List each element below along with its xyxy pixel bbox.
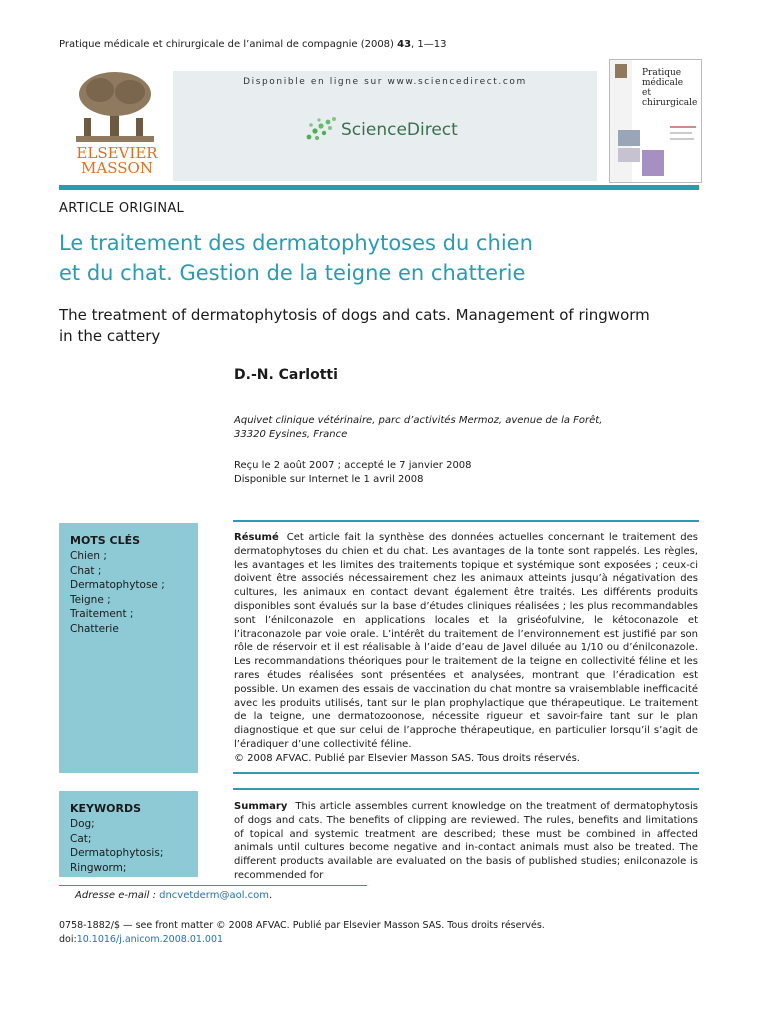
keyword-item: Dermatophytosis; bbox=[70, 847, 164, 860]
author-email: Adresse e-mail : dncvetderm@aol.com. bbox=[75, 890, 273, 901]
abstract-text: Cet article fait la synthèse des données actuelles concernant le traitement des dermatophytoses du chien et du chat. Les avantages de la tonte sont rappelés. Les règles, les avantages et les limites des traitements topique et systémique sont exposées ; ceux-ci doivent être associés nécessairement chez les animaux atteints jusqu’à négativation des cultures, les animaux en contact devant également être traités. Les différents produits disponibles sont évalués sur la base d’études cliniques réalisées ; les plus recommandables sont l’énilconazole en applications locales et la griséofulvine, le kétoconazole et l’itraconazole par voie orale. L’intérêt du traitement de l’environnement est justifié par son rôle de réservoir et il est réalisable à l’aide d’eau de Javel diluée au 1/10 ou d’énilconazole. Les recommandations théoriques pour le traitement de la teigne en collectivité féline et les rares études réalisées sont présentées et analysées, montrant que l’éradication est possible. Un examen des essais de vaccination du chat montre sa vraisemblable inefficacité avec les produits utilisés, tant sur le plan prophylactique que thérapeutique. Le traitement de la teigne, une dermatozoonose, nécessite rigueur et savoir-faire tant sur le plan diagnostique et que sur celui de l’approche thérapeutique, en particulier lorsqu’il s’agit de l’éradiquer d’une collectivité féline. bbox=[234, 532, 698, 750]
sciencedirect-banner[interactable] bbox=[173, 71, 597, 181]
keywords-box-english bbox=[59, 791, 198, 877]
abstract-divider bbox=[233, 788, 699, 790]
keyword-item: Teigne ; bbox=[70, 593, 111, 606]
publication-dates: Reçu le 2 août 2007 ; accepté le 7 janvier 2008 Disponible sur Internet le 1 avril 2008 bbox=[234, 460, 472, 485]
online-availability: Disponible en ligne sur www.sciencedirect.com bbox=[243, 77, 527, 87]
cover-logo-icon bbox=[615, 64, 627, 78]
doi-link[interactable]: 10.1016/j.anicom.2008.01.001 bbox=[76, 933, 224, 945]
keywords-heading: MOTS CLÉS bbox=[70, 534, 141, 547]
keyword-item: Chat ; bbox=[70, 564, 102, 577]
abstract-french bbox=[234, 531, 698, 766]
sciencedirect-dots-icon bbox=[303, 115, 339, 145]
keywords-list bbox=[70, 817, 163, 875]
keyword-item: Cat; bbox=[70, 832, 92, 845]
author-affiliation: Aquivet clinique vétérinaire, parc d’activités Mermoz, avenue de la Forêt, 33320 Eysines, France bbox=[234, 415, 603, 440]
keywords-list bbox=[70, 549, 165, 637]
author-name: D.-N. Carlotti bbox=[234, 367, 338, 383]
keywords-box-french bbox=[59, 523, 198, 773]
copyright-line: © 2008 AFVAC. Publié par Elsevier Masson SAS. Tous droits réservés. bbox=[234, 752, 580, 764]
abstract-divider bbox=[233, 772, 699, 774]
journal-volume: 43 bbox=[397, 39, 412, 50]
header-divider bbox=[59, 185, 699, 190]
sciencedirect-name: ScienceDirect bbox=[341, 120, 458, 140]
cover-text-line bbox=[670, 138, 694, 140]
abstract-divider bbox=[233, 520, 699, 522]
cover-image-3 bbox=[642, 150, 664, 176]
abstract-text: This article assembles current knowledge on the treatment of dermatophytosis of dogs and cats. The benefits of clipping are reviewed. The rules, benefits and limitations of topical and systemic treatment are described; these must be combined in affected animals until cultures become negative and in-contact animals must also be treated. The different products available are evaluated on the basis of published studies; enilconazole is recommended for bbox=[234, 801, 698, 881]
publisher-name: ELSEVIER MASSON bbox=[76, 144, 158, 177]
abstract-label: Résumé bbox=[234, 532, 279, 543]
journal-reference: Pratique médicale et chirurgicale de l’animal de compagnie (2008) 43, 1—13 bbox=[59, 39, 447, 50]
cover-text-line bbox=[670, 132, 692, 134]
front-matter: 0758-1882/$ — see front matter © 2008 AFVAC. Publié par Elsevier Masson SAS. Tous droits réservés. doi:10.1016/j.anicom.2008.01.001 bbox=[59, 920, 545, 945]
abstract-english bbox=[234, 800, 698, 881]
cover-image-1 bbox=[618, 130, 640, 146]
keyword-item: Chatterie bbox=[70, 622, 119, 635]
keyword-item: Traitement ; bbox=[70, 608, 134, 621]
keyword-item: Dermatophytose ; bbox=[70, 579, 165, 592]
cover-title: Pratique médicale et chirurgicale bbox=[642, 68, 698, 108]
cover-text-line bbox=[670, 126, 696, 128]
abstract-label: Summary bbox=[234, 801, 288, 812]
article-title-french: Le traitement des dermatophytoses du chien et du chat. Gestion de la teigne en chatterie bbox=[59, 231, 533, 285]
footnote-divider bbox=[59, 885, 367, 886]
keywords-heading: KEYWORDS bbox=[70, 802, 142, 815]
article-type: ARTICLE ORIGINAL bbox=[59, 201, 185, 216]
cover-image-2 bbox=[618, 148, 640, 162]
journal-cover-thumbnail bbox=[609, 59, 702, 183]
email-link[interactable]: dncvetderm@aol.com bbox=[159, 890, 270, 901]
keyword-item: Ringworm; bbox=[70, 861, 127, 874]
keyword-item: Chien ; bbox=[70, 550, 107, 562]
keyword-item: Dog; bbox=[70, 818, 95, 830]
article-title-english: The treatment of dermatophytosis of dogs and cats. Management of ringworm in the cattery bbox=[59, 306, 650, 345]
cover-spine bbox=[610, 60, 632, 182]
